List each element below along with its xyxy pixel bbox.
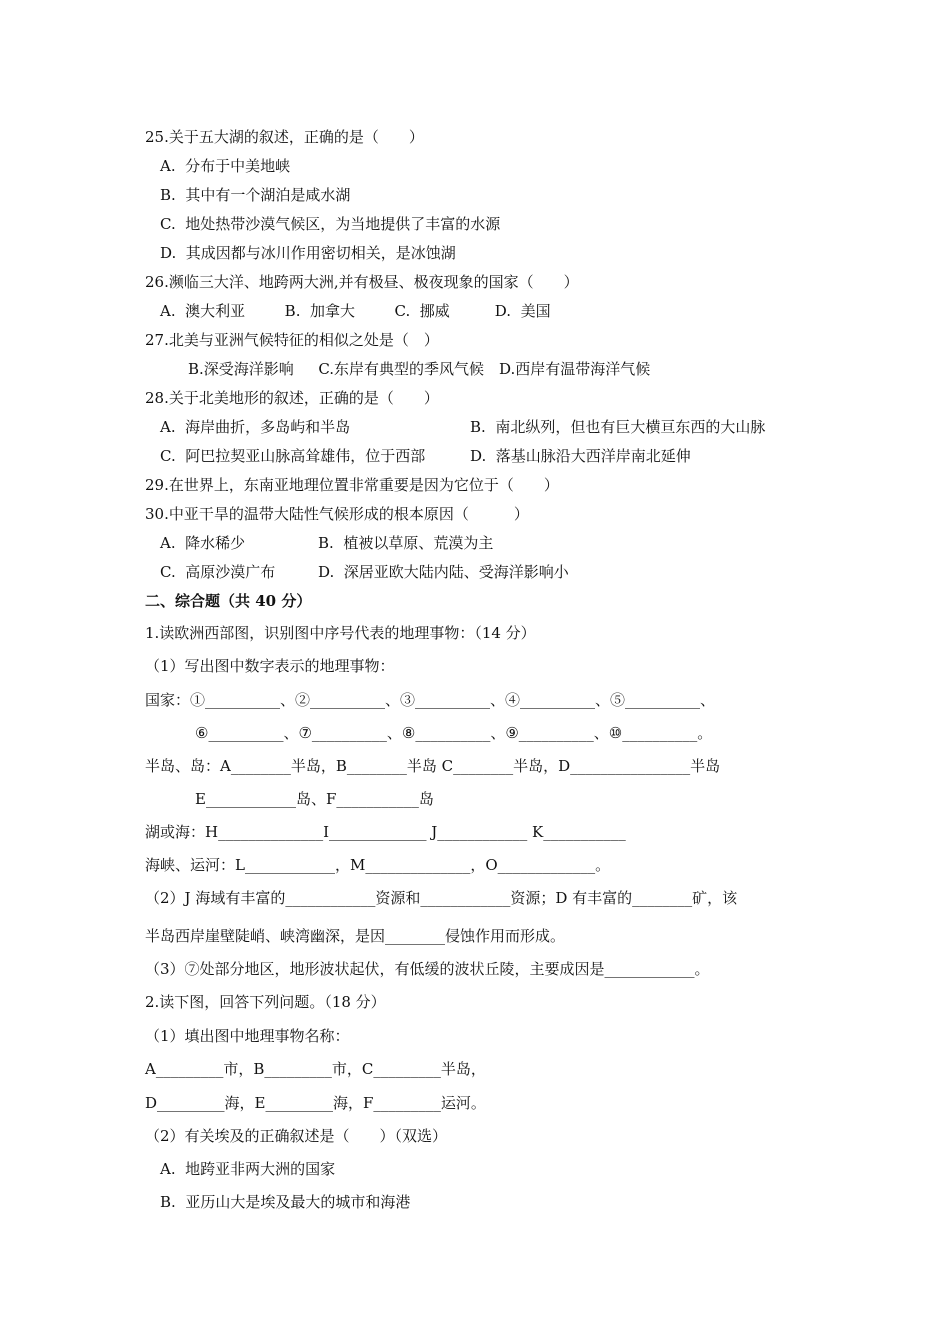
q30-option-a: A. 降水稀少 xyxy=(160,534,246,552)
s2-names-line1: A_________市，B_________市，C_________半岛， xyxy=(145,1060,486,1078)
q28-option-d: D. 落基山脉沿大西洋岸南北延伸 xyxy=(470,447,691,465)
s1-part1: （1）写出图中数字表示的地理事物： xyxy=(145,657,395,675)
s2-option-b: B. 亚历山大是埃及最大的城市和海港 xyxy=(160,1193,411,1211)
s1-countries-line1: 国家：①__________、②__________、③__________、④__________、⑤__________、 xyxy=(145,691,716,709)
s1-part3: （3）⑦处部分地区，地形波状起伏，有低缓的波状丘陵，主要成因是____________。 xyxy=(145,960,710,978)
q30-stem: 30.中亚干旱的温带大陆性气候形成的根本原因（ ） xyxy=(145,505,529,523)
s1-countries-line2: ⑥__________、⑦__________、⑧__________、⑨__________、⑩__________。 xyxy=(195,724,713,742)
s2-part2: （2）有关埃及的正确叙述是（ ）（双选） xyxy=(145,1127,448,1145)
s2-part1: （1）填出图中地理事物名称： xyxy=(145,1027,350,1045)
q29-stem: 29.在世界上，东南亚地理位置非常重要是因为它位于（ ） xyxy=(145,476,559,494)
q28-option-c: C. 阿巴拉契亚山脉高耸雄伟，位于西部 xyxy=(160,447,426,465)
s2-option-a: A. 地跨亚非两大洲的国家 xyxy=(160,1160,336,1178)
q28-option-a: A. 海岸曲折，多岛屿和半岛 xyxy=(160,418,351,436)
s2-names-line2: D_________海，E_________海，F_________运河。 xyxy=(145,1094,486,1112)
q30-option-d: D. 深居亚欧大陆内陆、受海洋影响小 xyxy=(318,563,569,581)
s1-peninsulas-line2: E____________岛、F___________岛 xyxy=(195,790,434,808)
s1-lakes-seas: 湖或海：H______________I_____________ J____________ K___________ xyxy=(145,823,626,841)
q28-stem: 28.关于北美地形的叙述，正确的是（ ） xyxy=(145,389,439,407)
q25-option-c: C. 地处热带沙漠气候区，为当地提供了丰富的水源 xyxy=(160,215,501,233)
q25-option-d: D. 其成因都与冰川作用密切相关，是冰蚀湖 xyxy=(160,244,456,262)
q27-options: B.深受海洋影响 C.东岸有典型的季风气候 D.西岸有温带海洋气候 xyxy=(188,360,651,378)
s2-title: 2.读下图，回答下列问题。（18 分） xyxy=(145,993,386,1011)
q25-stem: 25.关于五大湖的叙述，正确的是（ ） xyxy=(145,128,424,146)
q30-option-b: B. 植被以草原、荒漠为主 xyxy=(318,534,494,552)
s1-part2-line2: 半岛西岸崖壁陡峭、峡湾幽深，是因________侵蚀作用而形成。 xyxy=(145,927,566,945)
q25-option-b: B. 其中有一个湖泊是咸水湖 xyxy=(160,186,351,204)
q28-option-b: B. 南北纵列，但也有巨大横亘东西的大山脉 xyxy=(470,418,766,436)
q27-stem: 27.北美与亚洲气候特征的相似之处是（ ） xyxy=(145,331,439,349)
s1-part2-line1: （2）J 海域有丰富的____________资源和____________资源；D 有丰富的________矿，该 xyxy=(145,889,738,907)
q25-option-a: A. 分布于中美地峡 xyxy=(160,157,291,175)
s1-title: 1.读欧洲西部图，识别图中序号代表的地理事物：（14 分） xyxy=(145,624,536,642)
s1-peninsulas-line1: 半岛、岛：A________半岛，B________半岛 C________半岛，D________________半岛 xyxy=(145,757,721,775)
section-heading: 二、综合题（共 40 分） xyxy=(145,592,312,610)
q26-options: A. 澳大利亚 B. 加拿大 C. 挪威 D. 美国 xyxy=(160,302,551,320)
s1-straits-canals: 海峡、运河：L____________，M______________，O_____________。 xyxy=(145,856,611,874)
q26-stem: 26.濒临三大洋、地跨两大洲,并有极昼、极夜现象的国家（ ） xyxy=(145,273,579,291)
q30-option-c: C. 高原沙漠广布 xyxy=(160,563,276,581)
